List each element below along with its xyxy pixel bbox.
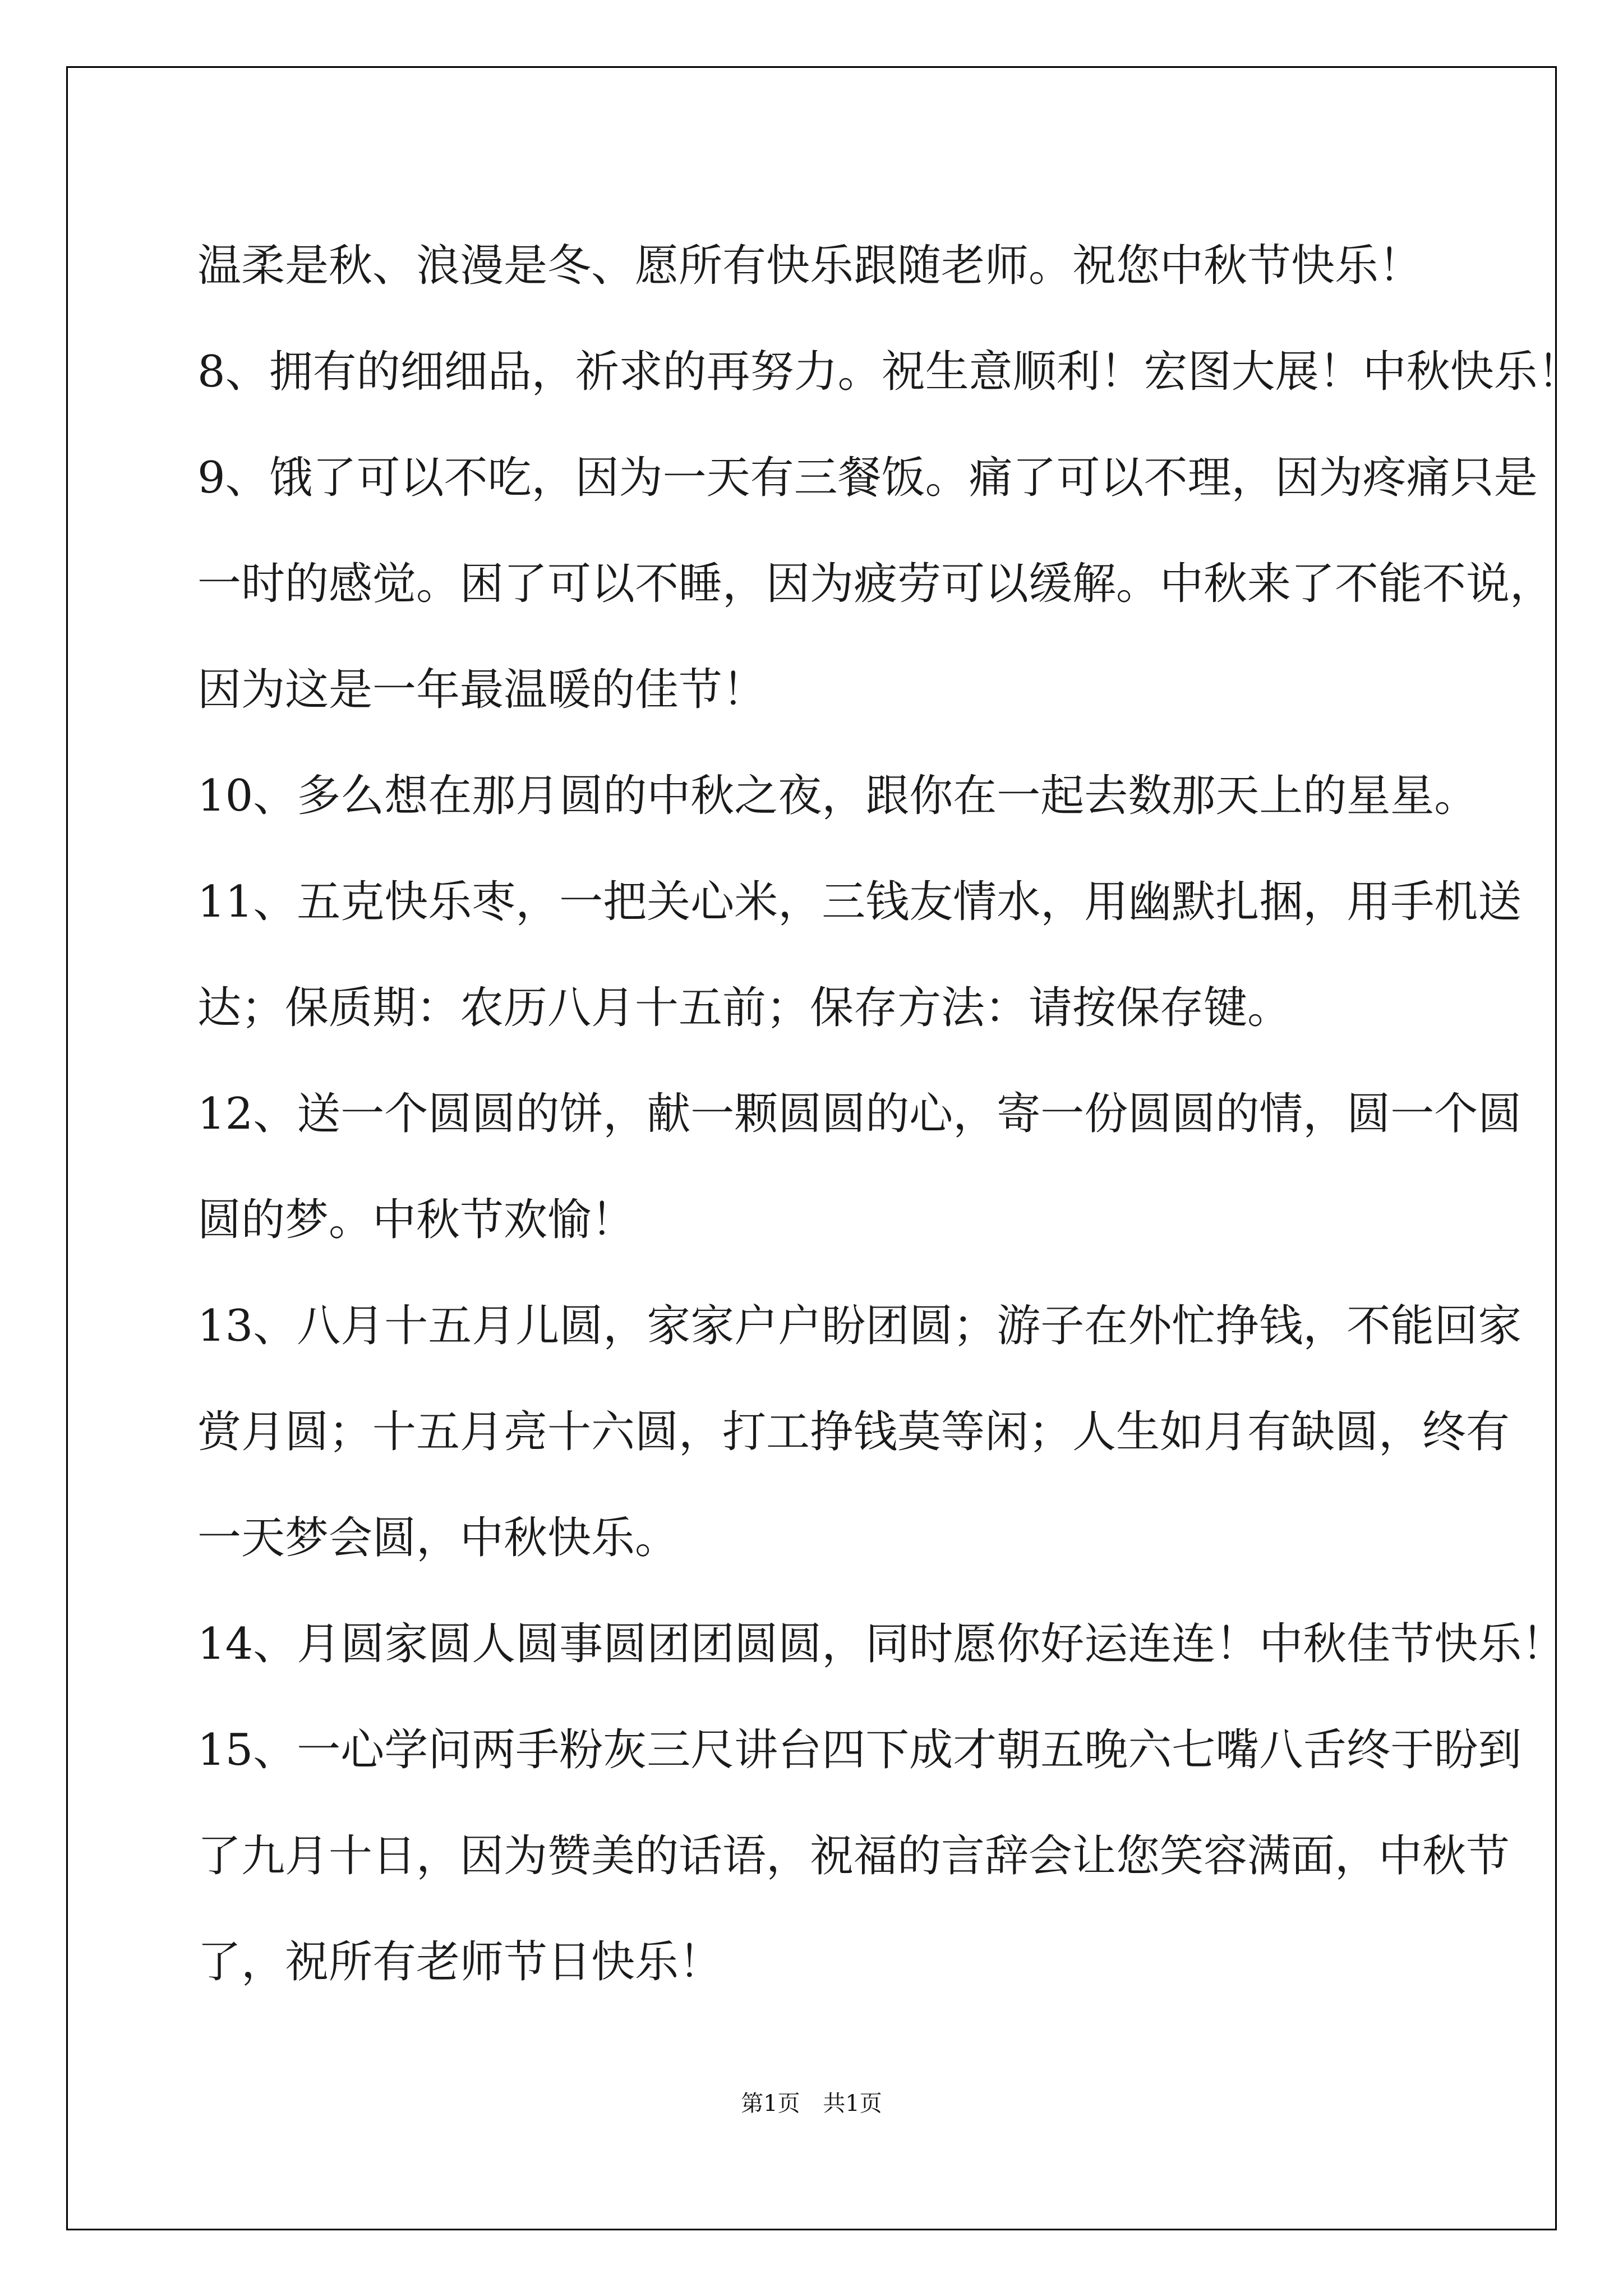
text-line: 达；保质期：农历八月十五前；保存方法：请按保存键。 [197, 983, 1292, 1033]
text-line: 圆的梦。中秋节欢愉！ [197, 1195, 635, 1245]
text-line: 了九月十日，因为赞美的话语，祝福的言辞会让您笑容满面，中秋节 [197, 1831, 1510, 1881]
text-line: 11、五克快乐枣，一把关心米，三钱友情水，用幽默扎捆，用手机送 [197, 877, 1522, 927]
page-number-current: 第1页 [741, 2091, 800, 2116]
text-line: 14、月圆家圆人圆事圆团团圆圆，同时愿你好运连连！中秋佳节快乐！ [197, 1619, 1566, 1669]
text-line: 13、八月十五月儿圆，家家户户盼团圆；游子在外忙挣钱，不能回家 [197, 1301, 1522, 1351]
text-line: 赏月圆；十五月亮十六圆，打工挣钱莫等闲；人生如月有缺圆，终有 [197, 1407, 1510, 1457]
document-body [197, 213, 1581, 2016]
page-footer [0, 2086, 1623, 2118]
text-line: 了，祝所有老师节日快乐！ [197, 1937, 723, 1987]
text-line: 一时的感觉。困了可以不睡，因为疲劳可以缓解。中秋来了不能不说， [197, 559, 1554, 609]
page-number-total: 共1页 [823, 2091, 882, 2116]
text-line: 8、拥有的细细品，祈求的再努力。祝生意顺利！宏图大展！中秋快乐！ [197, 347, 1581, 397]
text-line: 15、一心学问两手粉灰三尺讲台四下成才朝五晚六七嘴八舌终于盼到 [197, 1725, 1522, 1775]
text-line: 因为这是一年最温暖的佳节！ [197, 665, 767, 715]
text-line: 12、送一个圆圆的饼，献一颗圆圆的心，寄一份圆圆的情，圆一个圆 [197, 1089, 1522, 1139]
text-line: 温柔是秋、浪漫是冬、愿所有快乐跟随老师。祝您中秋节快乐！ [197, 241, 1423, 291]
text-line: 9、饿了可以不吃，因为一天有三餐饭。痛了可以不理，因为疼痛只是 [197, 453, 1538, 503]
text-line: 10、多么想在那月圆的中秋之夜，跟你在一起去数那天上的星星。 [197, 771, 1478, 821]
text-line: 一天梦会圆，中秋快乐。 [197, 1513, 679, 1563]
